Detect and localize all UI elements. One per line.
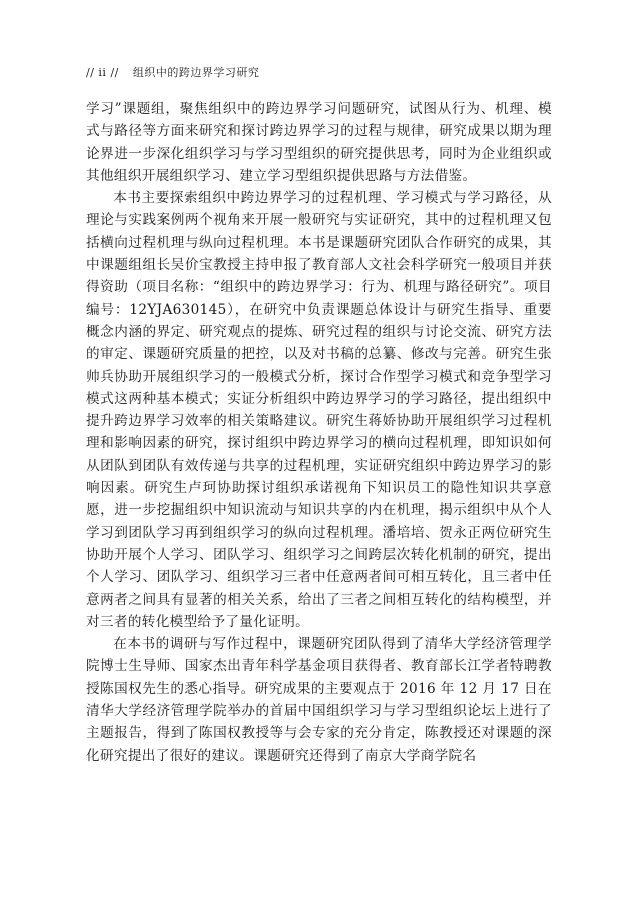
- running-header: [86, 66, 259, 80]
- body-text: [86, 98, 552, 767]
- paragraph-continuation: 学习”课题组，聚焦组织中的跨边界学习问题研究，试图从行为、机理、模式与路径等方面来研究和探讨跨边界学习的过程与规律，研究成果以期为理论界进一步深化组织学习与学习型组织的研究提供思考，同时为企业组织或其他组织开展组织学习、建立学习型组织提供思路与方法借鉴。: [86, 101, 552, 184]
- paragraph-acknowledgements: 在本书的调研与写作过程中，课题研究团队得到了清华大学经济管理学院博士生导师、国家杰出青年科学基金项目获得者、教育部长江学者特聘教授陈国权先生的悉心指导。研究成果的主要观点于 2016 年 12 月 17 日在清华大学经济管理学院举办的首届中国组织学习与学习型组织论坛上进行了主题报告，得到了陈国权教授等与会专家的充分肯定，陈教授还对课题的深化研究提出了很好的建议。课题研究还得到了南京大学商学院名: [86, 636, 552, 764]
- page-number-marker: // ii //: [86, 66, 119, 79]
- running-title: 组织中的跨边界学习研究: [132, 66, 260, 79]
- paragraph-book-overview: 本书主要探索组织中跨边界学习的过程机理、学习模式与学习路径，从理论与实践案例两个视角来开展一般研究与实证研究，其中的过程机理又包括横向过程机理与纵向过程机理。本书是课题研究团队合作研究的成果，其中课题组组长吴价宝教授主持申报了教育部人文社会科学研究一般项目并获得资助（项目名称：“组织中的跨边界学习：行为、机理与路径研究”。项目编号：12YJA630145），在研究中负责课题总体设计与研究生指导、重要概念内涵的界定、研究观点的提炼、研究过程的组织与讨论交流、研究方法的审定、课题研究质量的把控，以及对书稿的总纂、修改与完善。研究生张帅兵协助开展组织学习的一般模式分析，探讨合作型学习模式和竞争型学习模式这两种基本模式；实证分析组织中跨边界学习的学习路径，提出组织中提升跨边界学习效率的相关策略建议。研究生蒋娇协助开展组织学习过程机理和影响因素的研究，探讨组织中跨边界学习的横向过程机理，即知识如何从团队到团队有效传递与共享的过程机理，实证研究组织中跨边界学习的影响因素。研究生卢珂协助探讨组织承诺视角下知识员工的隐性知识共享意愿，进一步挖掘组织中知识流动与知识共享的内在机理，揭示组织中从个人学习到团队学习再到组织学习的纵向过程机理。潘培培、贺永正两位研究生协助开展个人学习、团队学习、组织学习之间跨层次转化机制的研究，提出个人学习、团队学习、组织学习三者中任意两者间可相互转化，且三者中任意两者之间具有显著的相关关系，给出了三者之间相互转化的结构模型，并对三者的转化模型给予了量化证明。: [86, 190, 552, 630]
